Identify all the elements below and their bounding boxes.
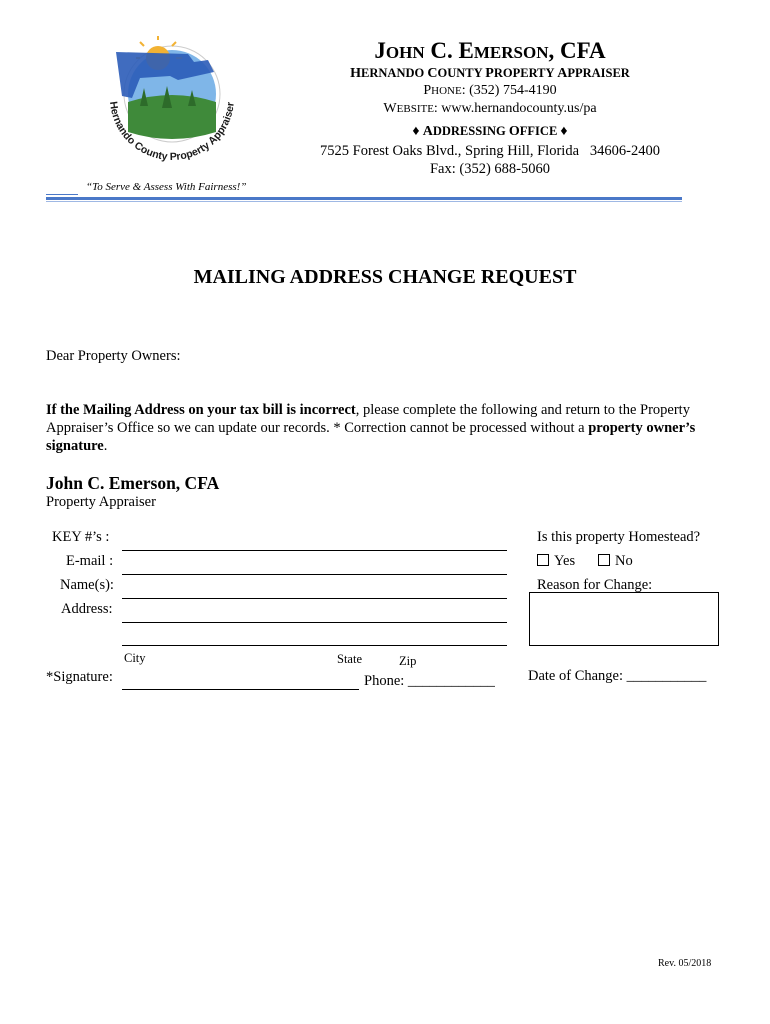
signer-role: Property Appraiser (46, 494, 156, 510)
phone-field[interactable]: Phone: ____________ (364, 673, 495, 689)
address-field-line-2[interactable] (122, 645, 507, 646)
slogan: “To Serve & Assess With Fairness!” (86, 181, 247, 193)
instructions-paragraph: If the Mailing Address on your tax bill is incorrect, please complete the following and return to the Property Appraiser’s Office so we can update our records. * Correction cannot be processed without a property owner’s signature. (46, 402, 696, 454)
homestead-question: Is this property Homestead? (537, 529, 701, 545)
svg-text:Hernando County Property Appra: Hernando County Property Appraiser (107, 100, 237, 164)
zip-caption: Zip (399, 654, 417, 668)
signer-name: John C. Emerson, CFA (46, 473, 220, 493)
greeting: Dear Property Owners: (46, 348, 181, 364)
key-numbers-field[interactable] (122, 550, 507, 551)
header-rule-shadow (46, 201, 682, 202)
diamond-icon: ♦ (412, 124, 420, 139)
fax-line: Fax: (352) 688-5060 (429, 161, 550, 177)
signature-field[interactable] (122, 689, 359, 690)
homestead-yes-option[interactable]: Yes (537, 553, 575, 570)
email-field[interactable] (122, 574, 507, 575)
header-rule-accent (46, 194, 78, 195)
diamond-icon: ♦ (560, 124, 568, 139)
reason-label: Reason for Change: (537, 577, 653, 593)
office-subtitle: HERNANDO COUNTY PROPERTY APPRAISER (350, 66, 630, 81)
names-field[interactable] (122, 598, 507, 599)
appraiser-name-heading: JOHN C. EMERSON, CFA (374, 38, 606, 63)
form-title: MAILING ADDRESS CHANGE REQUEST (193, 266, 577, 288)
address-field-line-1[interactable] (122, 622, 507, 623)
homestead-no-option[interactable]: No (598, 553, 633, 570)
signature-label: *Signature: (46, 669, 113, 685)
state-caption: State (337, 652, 362, 666)
addressing-office-line: ♦ ADDRESSING OFFICE ♦ (412, 124, 568, 139)
header-rule (46, 197, 682, 200)
key-numbers-label: KEY #’s : (52, 529, 110, 545)
yes-checkbox[interactable] (537, 554, 549, 566)
names-label: Name(s): (60, 577, 114, 593)
phone-line: PHONE: (352) 754-4190 (423, 83, 557, 98)
revision-date: Rev. 05/2018 (658, 958, 712, 969)
no-checkbox[interactable] (598, 554, 610, 566)
website-line: WEBSITE: www.hernandocounty.us/pa (383, 101, 597, 116)
email-label: E-mail : (66, 553, 114, 569)
city-caption: City (124, 651, 146, 665)
date-of-change-field[interactable]: Date of Change: ___________ (528, 668, 707, 684)
county-seal-logo (96, 36, 246, 186)
reason-textbox[interactable] (529, 592, 719, 646)
address-label: Address: (61, 601, 113, 617)
office-address: 7525 Forest Oaks Blvd., Spring Hill, Florida 34606-2400 (320, 143, 660, 159)
